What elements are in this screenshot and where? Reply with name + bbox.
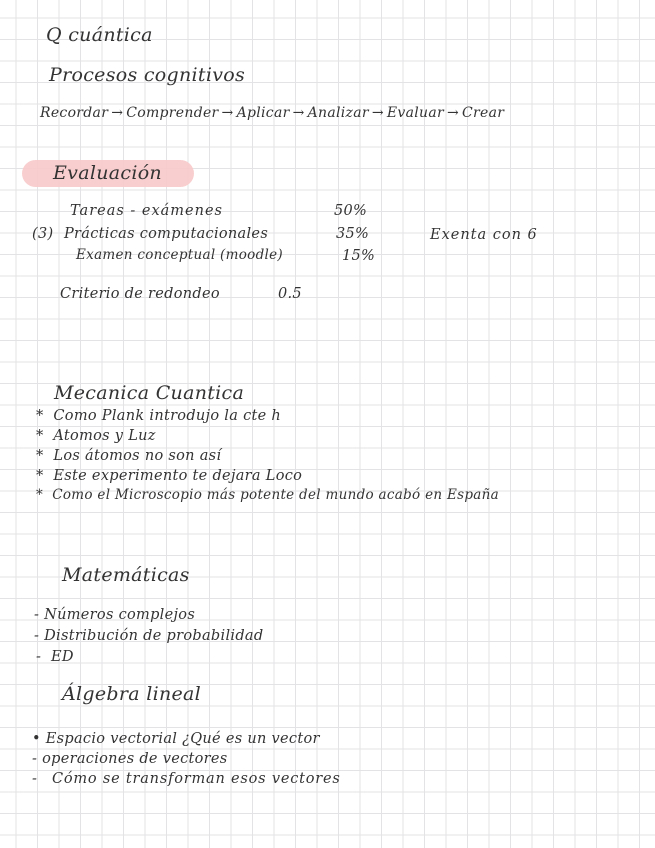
step-comprender: Comprender: [126, 105, 219, 121]
matematicas-heading: Matemáticas: [62, 564, 190, 586]
page-title: Q cuántica: [46, 24, 153, 46]
eval-row-label: Examen conceptual (moodle): [76, 247, 283, 263]
step-evaluar: Evaluar: [386, 105, 445, 121]
eval-row-value: 15%: [342, 248, 376, 264]
asterisk-icon: *: [36, 428, 44, 444]
arrow-icon: →: [111, 105, 124, 121]
asterisk-icon: *: [36, 468, 44, 484]
asterisk-icon: *: [36, 448, 44, 464]
criterio-value: 0.5: [278, 286, 302, 302]
arrow-icon: →: [447, 105, 460, 121]
asterisk-icon: *: [36, 487, 44, 503]
dash-icon: -: [34, 628, 40, 644]
eval-row-label: Prácticas computacionales: [64, 226, 269, 242]
dash-icon: -: [32, 771, 38, 787]
exenta-note: Exenta con 6: [430, 227, 538, 243]
list-item: - Números complejos: [34, 607, 196, 623]
list-item: - operaciones de vectores: [32, 751, 228, 767]
list-item: * Los átomos no son así: [36, 448, 222, 464]
eval-row-label: Tareas - exámenes: [70, 203, 224, 219]
dash-icon: -: [34, 607, 40, 623]
dash-icon: -: [32, 751, 38, 767]
arrow-icon: →: [221, 105, 234, 121]
list-item: * Como Plank introdujo la cte h: [36, 408, 282, 424]
step-analizar: Analizar: [307, 105, 369, 121]
asterisk-icon: *: [36, 408, 44, 424]
eval-row-value: 35%: [336, 226, 370, 242]
bullet-icon: •: [32, 731, 41, 747]
mecanica-heading: Mecanica Cuantica: [54, 382, 245, 404]
step-crear: Crear: [462, 105, 505, 121]
list-item: * Como el Microscopio más potente del mundo acabó en España: [36, 487, 499, 503]
evaluacion-heading: Evaluación: [53, 162, 162, 184]
list-item: * Este experimento te dejara Loco: [36, 468, 303, 484]
step-recordar: Recordar: [40, 105, 109, 121]
arrow-icon: →: [292, 105, 305, 121]
step-aplicar: Aplicar: [236, 105, 290, 121]
arrow-icon: →: [371, 105, 384, 121]
algebra-heading: Álgebra lineal: [62, 683, 202, 705]
list-item: - ED: [36, 649, 74, 665]
procesos-heading: Procesos cognitivos: [49, 64, 246, 86]
dash-icon: -: [36, 649, 42, 665]
list-item: • Espacio vectorial ¿Qué es un vector: [32, 731, 320, 747]
list-item: - Cómo se transforman esos vectores: [32, 771, 341, 787]
criterio-label: Criterio de redondeo: [60, 286, 220, 302]
eval-row-prefix: (3): [32, 226, 54, 242]
eval-row-value: 50%: [334, 203, 368, 219]
procesos-steps: [40, 106, 504, 120]
list-item: * Atomos y Luz: [36, 428, 156, 444]
list-item: - Distribución de probabilidad: [34, 628, 264, 644]
